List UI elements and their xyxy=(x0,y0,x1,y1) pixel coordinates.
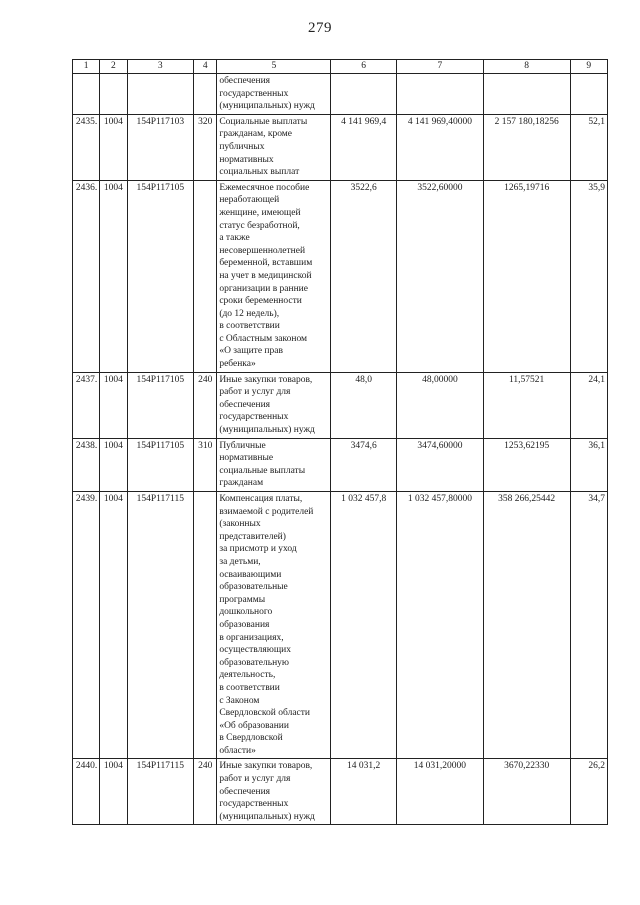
row-number-cell: 2436. xyxy=(73,180,100,372)
expense-name-line: «О защите прав xyxy=(219,346,283,357)
table-row xyxy=(73,114,608,180)
row-number-cell: 2439. xyxy=(73,492,100,759)
expense-name-line: государственных xyxy=(219,799,289,810)
section-code-cell: 1004 xyxy=(100,114,127,180)
expense-name-line: неработающей xyxy=(219,195,280,206)
expense-type-cell: 320 xyxy=(194,114,217,180)
section-code-cell: 1004 xyxy=(100,759,127,825)
planned-amount-cell: 48,00000 xyxy=(396,372,483,438)
expense-name-line: в соответствии xyxy=(219,321,280,332)
target-article-cell: 154P117115 xyxy=(127,759,194,825)
approved-amount-cell: 3474,6 xyxy=(331,438,397,491)
table-row xyxy=(73,372,608,438)
expense-name-line: (законных xyxy=(219,519,261,530)
approved-amount-cell: 4 141 969,4 xyxy=(331,114,397,180)
expense-name-line: с Областным законом xyxy=(219,333,308,344)
executed-amount-cell: 1265,19716 xyxy=(483,180,570,372)
row-number-cell xyxy=(73,74,100,115)
expense-name-line: за присмотр и уход xyxy=(219,544,297,555)
executed-amount-cell xyxy=(483,74,570,115)
expense-name-line: области» xyxy=(219,745,256,756)
col-header-row-number: 1 xyxy=(73,60,100,74)
executed-amount-cell: 1253,62195 xyxy=(483,438,570,491)
approved-amount-cell: 14 031,2 xyxy=(331,759,397,825)
expense-name-line: (муниципальных) нужд xyxy=(219,425,315,436)
percent-cell: 36,1 xyxy=(570,438,607,491)
expense-name-line: «Об образовании xyxy=(219,720,289,731)
col-header-approved: 6 xyxy=(331,60,397,74)
col-header-percent: 9 xyxy=(570,60,607,74)
col-header-planned: 7 xyxy=(396,60,483,74)
expense-name-line: Иные закупки товаров, xyxy=(219,374,313,385)
expense-name-line: в соответствии xyxy=(219,682,280,693)
expense-name-line: работ и услуг для xyxy=(219,774,291,785)
expense-name-cell xyxy=(217,438,331,491)
table-body xyxy=(73,74,608,825)
expense-name-line: дошкольного xyxy=(219,607,273,618)
percent-cell xyxy=(570,74,607,115)
expense-name-line: осваивающими xyxy=(219,569,282,580)
expense-name-line: на учет в медицинской xyxy=(219,270,312,281)
expense-name-line: социальных выплат xyxy=(219,167,300,178)
expense-name-cell xyxy=(217,759,331,825)
section-code-cell: 1004 xyxy=(100,372,127,438)
col-header-target-article: 3 xyxy=(127,60,194,74)
executed-amount-cell: 2 157 180,18256 xyxy=(483,114,570,180)
header-row xyxy=(73,60,608,74)
approved-amount-cell: 3522,6 xyxy=(331,180,397,372)
target-article-cell: 154P117105 xyxy=(127,180,194,372)
expense-type-cell: 240 xyxy=(194,372,217,438)
expense-name-line: социальные выплаты xyxy=(219,465,306,476)
expense-name-line: гражданам xyxy=(219,478,264,489)
expense-name-line: статус безработной, xyxy=(219,220,300,231)
target-article-cell: 154P117105 xyxy=(127,438,194,491)
expense-name-line: Публичные xyxy=(219,440,266,451)
table-row xyxy=(73,492,608,759)
table-row xyxy=(73,74,608,115)
expense-name-line: образования xyxy=(219,619,270,630)
expense-name-line: Иные закупки товаров, xyxy=(219,761,313,772)
expense-name-line: сроки беременности xyxy=(219,296,302,307)
expense-name-line: государственных xyxy=(219,88,289,99)
expense-type-cell: 240 xyxy=(194,759,217,825)
expense-name-line: программы xyxy=(219,594,266,605)
executed-amount-cell: 3670,22330 xyxy=(483,759,570,825)
expense-name-line: представителей) xyxy=(219,531,286,542)
percent-cell: 26,2 xyxy=(570,759,607,825)
expense-name-line: обеспечения xyxy=(219,399,271,410)
planned-amount-cell xyxy=(396,74,483,115)
expense-name-cell xyxy=(217,372,331,438)
approved-amount-cell: 1 032 457,8 xyxy=(331,492,397,759)
expense-name-line: в организациях, xyxy=(219,632,284,643)
approved-amount-cell: 48,0 xyxy=(331,372,397,438)
executed-amount-cell: 358 266,25442 xyxy=(483,492,570,759)
expense-name-line: осуществляющих xyxy=(219,645,291,656)
expense-type-cell: 310 xyxy=(194,438,217,491)
expense-name-line: обеспечения xyxy=(219,76,271,86)
expense-name-line: образовательную xyxy=(219,657,290,668)
expense-name-line: беременной, вставшим xyxy=(219,258,313,269)
planned-amount-cell: 3474,60000 xyxy=(396,438,483,491)
col-header-section: 2 xyxy=(100,60,127,74)
col-header-expense-type: 4 xyxy=(194,60,217,74)
budget-table xyxy=(72,59,608,825)
expense-name-line: Свердловской области xyxy=(219,708,310,719)
expense-name-line: с Законом xyxy=(219,695,260,706)
planned-amount-cell: 1 032 457,80000 xyxy=(396,492,483,759)
expense-name-cell xyxy=(217,492,331,759)
col-header-name: 5 xyxy=(217,60,331,74)
expense-name-line: (до 12 недель), xyxy=(219,308,280,319)
planned-amount-cell: 3522,60000 xyxy=(396,180,483,372)
row-number-cell: 2435. xyxy=(73,114,100,180)
expense-name-cell xyxy=(217,180,331,372)
table-row xyxy=(73,180,608,372)
expense-name-line: деятельность, xyxy=(219,670,276,681)
expense-name-cell xyxy=(217,74,331,115)
section-code-cell: 1004 xyxy=(100,438,127,491)
target-article-cell: 154P117103 xyxy=(127,114,194,180)
expense-name-line: государственных xyxy=(219,412,289,423)
expense-name-line: женщине, имеющей xyxy=(219,207,301,218)
expense-name-line: Социальные выплаты xyxy=(219,116,308,127)
expense-name-line: нормативных xyxy=(219,154,274,165)
executed-amount-cell: 11,57521 xyxy=(483,372,570,438)
expense-name-line: а также xyxy=(219,233,250,244)
expense-name-line: Компенсация платы, xyxy=(219,494,303,504)
planned-amount-cell: 4 141 969,40000 xyxy=(396,114,483,180)
expense-type-cell xyxy=(194,180,217,372)
table-row xyxy=(73,438,608,491)
expense-type-cell xyxy=(194,74,217,115)
percent-cell: 34,7 xyxy=(570,492,607,759)
expense-name-line: в Свердловской xyxy=(219,733,283,744)
expense-name-line: обеспечения xyxy=(219,786,271,797)
section-code-cell: 1004 xyxy=(100,492,127,759)
expense-name-line: за детьми, xyxy=(219,556,261,567)
col-header-executed: 8 xyxy=(483,60,570,74)
expense-name-line: Ежемесячное пособие xyxy=(219,182,310,193)
target-article-cell: 154P117105 xyxy=(127,372,194,438)
target-article-cell xyxy=(127,74,194,115)
target-article-cell: 154P117115 xyxy=(127,492,194,759)
expense-name-line: организации в ранние xyxy=(219,283,308,294)
row-number-cell: 2437. xyxy=(73,372,100,438)
planned-amount-cell: 14 031,20000 xyxy=(396,759,483,825)
expense-name-line: публичных xyxy=(219,141,265,152)
row-number-cell: 2440. xyxy=(73,759,100,825)
expense-name-line: гражданам, кроме xyxy=(219,129,293,140)
percent-cell: 52,1 xyxy=(570,114,607,180)
expense-name-line: нормативные xyxy=(219,453,274,464)
section-code-cell: 1004 xyxy=(100,180,127,372)
expense-name-line: ребенка» xyxy=(219,359,256,370)
expense-type-cell xyxy=(194,492,217,759)
expense-name-line: взимаемой с родителей xyxy=(219,506,314,517)
expense-name-line: работ и услуг для xyxy=(219,387,291,398)
expense-name-cell xyxy=(217,114,331,180)
approved-amount-cell xyxy=(331,74,397,115)
percent-cell: 24,1 xyxy=(570,372,607,438)
expense-name-line: (муниципальных) нужд xyxy=(219,101,315,112)
expense-name-line: образовательные xyxy=(219,582,288,593)
section-code-cell xyxy=(100,74,127,115)
page-number: 279 xyxy=(308,20,332,36)
percent-cell: 35,9 xyxy=(570,180,607,372)
table-row xyxy=(73,759,608,825)
expense-name-line: несовершеннолетней xyxy=(219,245,306,256)
expense-name-line: (муниципальных) нужд xyxy=(219,811,315,822)
row-number-cell: 2438. xyxy=(73,438,100,491)
